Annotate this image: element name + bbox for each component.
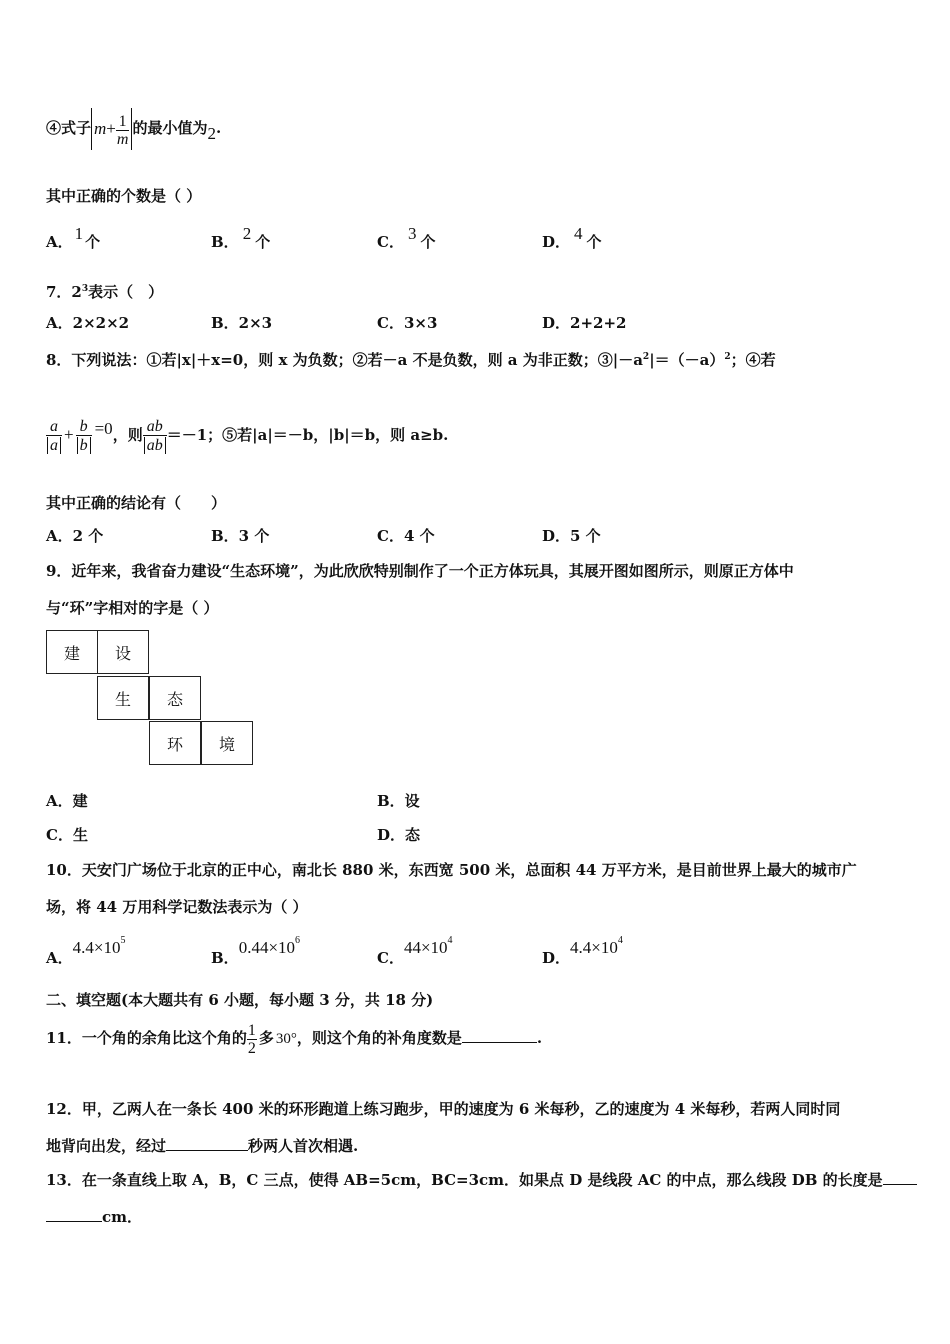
cube-cell-she: 设 xyxy=(97,630,149,674)
q8-line2-mid: ，则 xyxy=(112,426,143,444)
q8-line2: $\frac{a}{a}$ + $\frac{b}{b}$ =0，则 $\frac{ab}{ab}$ ＝－1；⑤若|a|＝－b，|b|＝b，则 a≥b. xyxy=(46,408,448,462)
q7-option-d: D．2+2+2 xyxy=(542,314,627,332)
frac-a-over-abs-a: $\frac{a}{a}$ xyxy=(46,418,62,454)
q7-option-c: C．3×3 xyxy=(377,314,438,332)
frac-ab-over-abs-ab: $\frac{ab}{ab}$ xyxy=(143,418,167,454)
q11-answer-blank[interactable] xyxy=(462,1028,537,1043)
var-m: m xyxy=(94,119,107,138)
q11: 11．一个角的余角比这个角的 $\frac{1}{2}$ 多 30°，则这个角的补角度数是 . xyxy=(46,1021,543,1057)
frac-den: m xyxy=(116,130,129,148)
frac-one-half: $\frac{1}{2}$ xyxy=(247,1021,256,1057)
cube-cell-jing: 境 xyxy=(201,721,253,765)
fraction-1-over-m xyxy=(116,113,130,148)
section-2-heading: 二、填空题(本大题共有 6 小题，每小题 3 分，共 18 分) xyxy=(46,991,434,1009)
q9-option-a: A．建 xyxy=(46,792,88,810)
frac-b-over-abs-b: $\frac{b}{b}$ xyxy=(76,418,92,454)
q13-answer-blank-part2[interactable] xyxy=(46,1207,102,1222)
q10-option-c: C．$44\times 10^4$ xyxy=(377,935,453,967)
q6-prompt: 其中正确的个数是（ ） xyxy=(46,187,202,205)
cube-cell-jian: 建 xyxy=(46,630,98,674)
q10-line2: 场，将 44 万用科学记数法表示为（ ） xyxy=(46,898,308,916)
q6-item4-suffix: 的最小值为 xyxy=(132,119,208,137)
cube-cell-tai: 态 xyxy=(149,676,201,720)
abs-expression xyxy=(91,108,132,150)
q13-line1: 13．在一条直线上取 A，B，C 三点，使得 AB=5cm，BC=3cm．如果点 D 是线段 AC 的中点，那么线段 DB 的长度是 xyxy=(46,1170,917,1190)
q10-line1: 10．天安门广场位于北京的正中心，南北长 880 米，东西宽 500 米，总面积 44 万平方米，是目前世界上最大的城市广 xyxy=(46,861,857,879)
q10-option-b: B．$0.44\times 10^6$ xyxy=(211,935,301,967)
q8-option-b: B．3 个 xyxy=(211,527,270,545)
q9-option-b: B．设 xyxy=(377,792,420,810)
frac-num: 1 xyxy=(116,113,130,131)
q8-prompt: 其中正确的结论有（ ） xyxy=(46,494,227,512)
q8-option-d: D．5 个 xyxy=(542,527,601,545)
q9-option-c: C．生 xyxy=(46,826,88,844)
q8-line2-end: ＝－1；⑤若|a|＝－b，|b|＝b，则 a≥b. xyxy=(166,426,449,444)
q6-option-b: B． 2 个 xyxy=(211,224,271,251)
q6-item4: ④式子 m+ $\frac{1}{m}$ 的最小值为2. xyxy=(46,108,221,150)
q12-line1: 12．甲，乙两人在一条长 400 米的环形跑道上练习跑步，甲的速度为 6 米每秒，乙的速度为 4 米每秒，若两人同时同 xyxy=(46,1100,841,1118)
q10-option-a: A．$4.4\times 10^5$ xyxy=(46,935,126,967)
q12-answer-blank[interactable] xyxy=(166,1136,248,1151)
q13-line2: cm． xyxy=(46,1207,142,1227)
q12-line2: 地背向出发，经过 秒两人首次相遇. xyxy=(46,1137,359,1155)
cube-cell-huan: 环 xyxy=(149,721,201,765)
q8-option-a: A．2 个 xyxy=(46,527,104,545)
q9-line2: 与“环”字相对的字是（ ） xyxy=(46,599,219,617)
q7-option-b: B．2×3 xyxy=(211,314,273,332)
q10-option-d: D．$4.4\times 10^4$ xyxy=(542,935,623,967)
cube-cell-sheng: 生 xyxy=(97,676,149,720)
q6-item4-value: 2 xyxy=(207,124,216,143)
q8-option-c: C．4 个 xyxy=(377,527,435,545)
q6-option-a: A． 1 个 xyxy=(46,224,101,251)
q8-line1: 8．下列说法：①若|x|＋x=0，则 x 为负数；②若－a 不是负数，则 a 为非正数；$③|-a^2|=(-a)^2$；④若 xyxy=(46,351,776,369)
plus-sign: + xyxy=(106,119,116,138)
q13-answer-blank-part1[interactable] xyxy=(883,1170,917,1185)
q7-stem: 7．$2^3$表示（ ） xyxy=(46,283,164,301)
q6-item4-prefix: ④式子 xyxy=(46,119,92,137)
q7-option-a: A．2×2×2 xyxy=(46,314,130,332)
q9-line1: 9．近年来，我省奋力建设“生态环境”，为此欣欣特别制作了一个正方体玩具，其展开图如图所示，则原正方体中 xyxy=(46,562,794,580)
q9-option-d: D．态 xyxy=(377,826,421,844)
q6-option-c: C． 3 个 xyxy=(377,224,436,251)
q6-option-d: D． 4 个 xyxy=(542,224,602,251)
